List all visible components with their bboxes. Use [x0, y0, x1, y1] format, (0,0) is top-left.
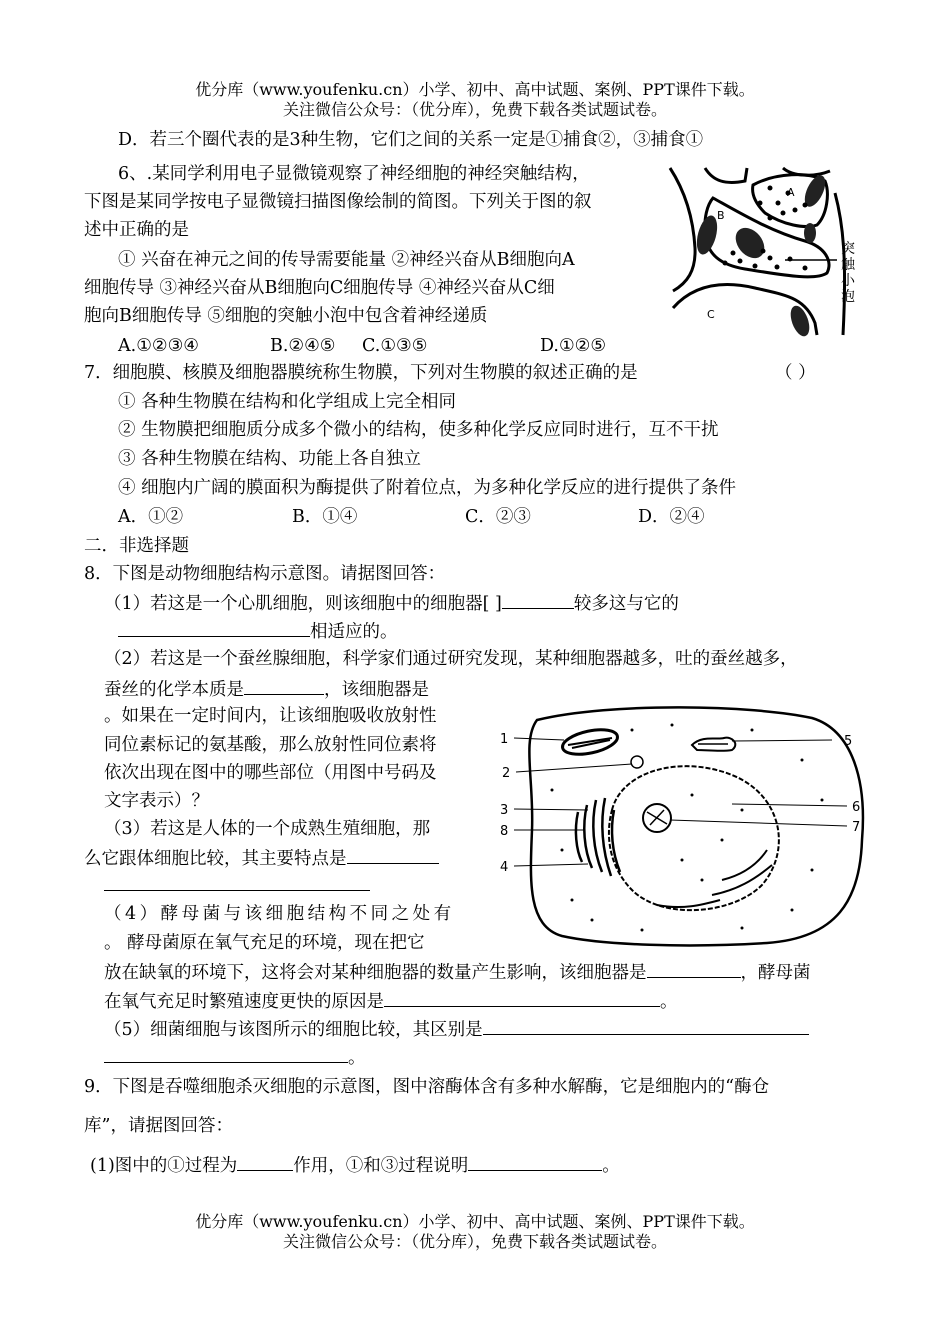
q8-part-1-text-a: （1）若这是一个心肌细胞，则该细胞中的细胞器[ ] [104, 594, 502, 614]
synapse-vesicle-label-1: 突 [841, 241, 855, 257]
q6-option-d: D.①②⑤ [540, 336, 607, 356]
header-line-1: 优分库（www.youfenku.cn）小学、初中、高中试题、案例、PPT课件下载。 [195, 80, 755, 99]
q8-part-3-blank-a[interactable] [347, 845, 439, 864]
synapse-label-c: C [707, 308, 715, 321]
cell-label-8: 8 [500, 824, 509, 839]
q8-part-5-blank-b[interactable] [104, 1044, 348, 1063]
q8-part-2-line-2 [104, 676, 429, 702]
animal-cell-figure [492, 700, 877, 950]
synapse-label-b: B [717, 209, 725, 222]
q8-part-5-line-1 [104, 1016, 809, 1042]
q8-part-3-text-b: 么它跟体细胞比较，其主要特点是 [84, 849, 347, 869]
q7-item-1: ① 各种生物膜在结构和化学组成上完全相同 [118, 392, 457, 412]
cell-label-1: 1 [500, 732, 509, 747]
q9-part-1-text-b: 作用，①和③过程说明 [293, 1156, 469, 1176]
q8-part-5-blank-a[interactable] [483, 1016, 809, 1035]
q6-line-4: ① 兴奋在神元之间的传导需要能量 ②神经兴奋从B细胞向A [118, 250, 575, 270]
q6-line-5: 细胞传导 ③神经兴奋从B细胞向C细胞传导 ④神经兴奋从C细 [84, 278, 555, 298]
q8-part-1-line-1 [104, 590, 679, 616]
q8-part-4-line-3 [104, 959, 811, 985]
q8-part-4-text-f: 。 [660, 992, 678, 1012]
cell-label-2: 2 [502, 766, 511, 781]
q6-option-c: C.①③⑤ [362, 336, 428, 356]
q8-part-5-text-b: 。 [348, 1048, 366, 1068]
q8-part-2-line-6: 文字表示）？ [104, 791, 209, 811]
q8-part-4-text-e: 在氧气充足时繁殖速度更快的原因是 [104, 992, 384, 1012]
q8-part-3-line-2 [84, 845, 439, 871]
q8-part-3-line-1: （3）若这是人体的一个成熟生殖细胞，那 [104, 819, 431, 839]
synapse-vesicle-label-3: 小 [841, 273, 855, 289]
cell-label-5: 5 [844, 734, 853, 749]
synapse-label-a: A [787, 186, 795, 199]
q9-part-1-blank-b[interactable] [468, 1152, 602, 1171]
q8-part-5-text-a: （5）细菌细胞与该图所示的细胞比较，其区别是 [104, 1020, 483, 1040]
q6-option-b: B.②④⑤ [270, 336, 336, 356]
footer-line-1: 优分库（www.youfenku.cn）小学、初中、高中试题、案例、PPT课件下载。 [195, 1212, 755, 1231]
q5-option-d: D．若三个圈代表的是3种生物，它们之间的关系一定是①捕食②，③捕食① [118, 130, 704, 150]
q8-part-4-text-c: 放在缺氧的环境下，这将会对某种细胞器的数量产生影响，该细胞器是 [104, 963, 647, 983]
header-line-2: 关注微信公众号：（优分库），免费下载各类试题试卷。 [282, 100, 667, 119]
q6-line-2: 下图是某同学按电子显微镜扫描图像绘制的简图。下列关于图的叙 [84, 192, 592, 212]
q8-part-2-text-b: 蚕丝的化学本质是 [104, 680, 244, 700]
q8-stem: 8．下图是动物细胞结构示意图。请据图回答： [84, 564, 446, 584]
q8-part-1-blank-function[interactable] [118, 618, 310, 637]
q8-part-4-line-4 [104, 988, 678, 1014]
q7-stem: 7．细胞膜、核膜及细胞器膜统称生物膜，下列对生物膜的叙述正确的是 [84, 363, 638, 383]
q7-answer-paren: （ ） [775, 363, 816, 383]
q8-part-1-blank-organelle[interactable] [502, 590, 574, 609]
q9-part-1 [90, 1152, 620, 1178]
q8-part-4-blank-reason[interactable] [384, 988, 660, 1007]
q7-option-b: B．①④ [292, 507, 358, 527]
synapse-vesicle-label-2: 触 [841, 257, 855, 273]
q7-option-d: D．②④ [638, 507, 705, 527]
section-2-title: 二．非选择题 [84, 536, 189, 556]
q9-part-1-blank-a[interactable] [237, 1152, 293, 1171]
q8-part-5-line-2 [104, 1044, 366, 1070]
q8-part-3-line-3 [104, 872, 370, 898]
synapse-vesicle-label-4: 泡 [841, 289, 855, 305]
cell-label-4: 4 [500, 860, 509, 875]
q9-part-1-text-a: (1)图中的①过程为 [90, 1156, 238, 1176]
q9-stem-line-1: 9．下图是吞噬细胞杀灭细胞的示意图，图中溶酶体含有多种水解酶，它是细胞内的“酶仓 [84, 1077, 770, 1097]
q7-item-4: ④ 细胞内广阔的膜面积为酶提供了附着位点，为多种化学反应的进行提供了条件 [118, 478, 737, 498]
q6-option-a: A.①②③④ [118, 336, 199, 356]
q8-part-2-line-3: 。如果在一定时间内，让该细胞吸收放射性 [104, 706, 437, 726]
q8-part-2-line-1: （2）若这是一个蚕丝腺细胞，科学家们通过研究发现，某种细胞器越多，吐的蚕丝越多， [104, 649, 798, 669]
q8-part-4-line-1: （4）酵母菌与该细胞结构不同之处有 [104, 904, 455, 924]
q7-option-a: A．①② [118, 507, 184, 527]
q8-part-2-blank-silk-nature[interactable] [244, 676, 324, 695]
cell-label-7: 7 [852, 820, 861, 835]
q9-stem-line-2: 库”，请据图回答： [84, 1116, 233, 1136]
q8-part-1-line-2 [118, 618, 398, 644]
q6-line-1: 6、.某同学利用电子显微镜观察了神经细胞的神经突触结构， [118, 164, 590, 184]
q8-part-4-line-2: 。 酵母菌原在氧气充足的环境，现在把它 [104, 933, 425, 953]
q7-item-2: ② 生物膜把细胞质分成多个微小的结构，使多种化学反应同时进行，互不干扰 [118, 420, 719, 440]
q9-part-1-text-c: 。 [602, 1156, 620, 1176]
synapse-figure [665, 163, 860, 338]
q8-part-4-text-d: ，酵母菌 [740, 963, 811, 983]
q6-line-3: 述中正确的是 [84, 220, 189, 240]
q7-item-3: ③ 各种生物膜在结构、功能上各自独立 [118, 449, 422, 469]
q8-part-2-line-4: 同位素标记的氨基酸，那么放射性同位素将 [104, 735, 437, 755]
cell-label-3: 3 [500, 803, 509, 818]
q8-part-1-text-b: 较多这与它的 [573, 594, 679, 614]
q8-part-2-line-5: 依次出现在图中的哪些部位（用图中号码及 [104, 763, 437, 783]
q8-part-3-blank-b[interactable] [104, 872, 370, 891]
q8-part-4-blank-organelle[interactable] [647, 959, 741, 978]
footer-line-2: 关注微信公众号：（优分库），免费下载各类试题试卷。 [282, 1232, 667, 1251]
q6-line-6: 胞向B细胞传导 ⑤细胞的突触小泡中包含着神经递质 [84, 306, 488, 326]
cell-label-6: 6 [852, 800, 861, 815]
q8-part-2-text-c: ，该细胞器是 [324, 680, 429, 700]
q8-part-1-text-c: 相适应的。 [310, 622, 398, 642]
q7-option-c: C．②③ [465, 507, 531, 527]
